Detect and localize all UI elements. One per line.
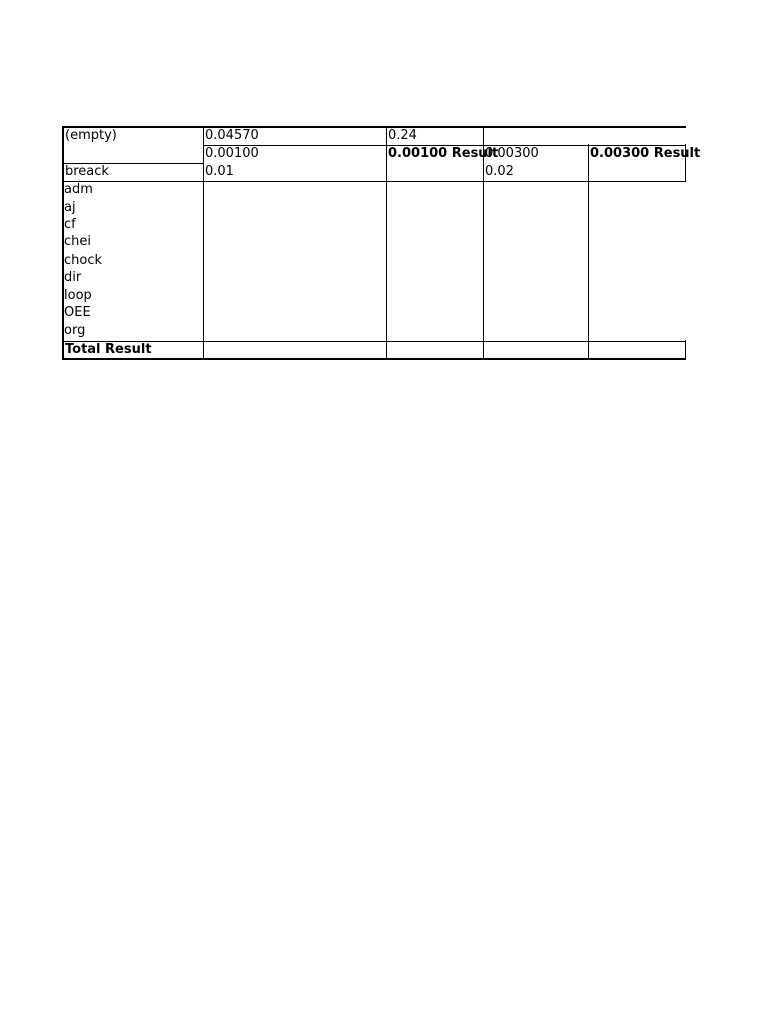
row-label: loop [64, 288, 92, 303]
pivot-table [62, 126, 701, 360]
column-value: 0.04570 [205, 128, 259, 143]
row-label: cf [64, 217, 76, 232]
column-value: 0.24 [388, 128, 417, 143]
row-label: adm [64, 182, 93, 197]
gridline [62, 181, 686, 182]
row-label: dir [64, 270, 82, 285]
column-value: 0.00100 [205, 146, 259, 161]
gridline [588, 144, 589, 360]
row-label: chock [64, 253, 103, 268]
column-value: 0.01 [205, 164, 234, 179]
row-label: aj [64, 200, 76, 215]
total-row-label: Total Result [65, 342, 152, 357]
column-value: 0.00300 [485, 146, 539, 161]
gridline [685, 340, 686, 360]
row-label: OEE [64, 305, 91, 320]
subtotal-header: 0.00300 Result [590, 146, 701, 161]
subtotal-header: 0.00100 Result [388, 146, 499, 161]
filter-label: (empty) [65, 128, 117, 143]
row-label: org [64, 323, 86, 338]
row-field-label: breack [65, 164, 109, 179]
column-value: 0.02 [485, 164, 514, 179]
row-label: chei [64, 234, 91, 249]
gridline [62, 358, 686, 360]
